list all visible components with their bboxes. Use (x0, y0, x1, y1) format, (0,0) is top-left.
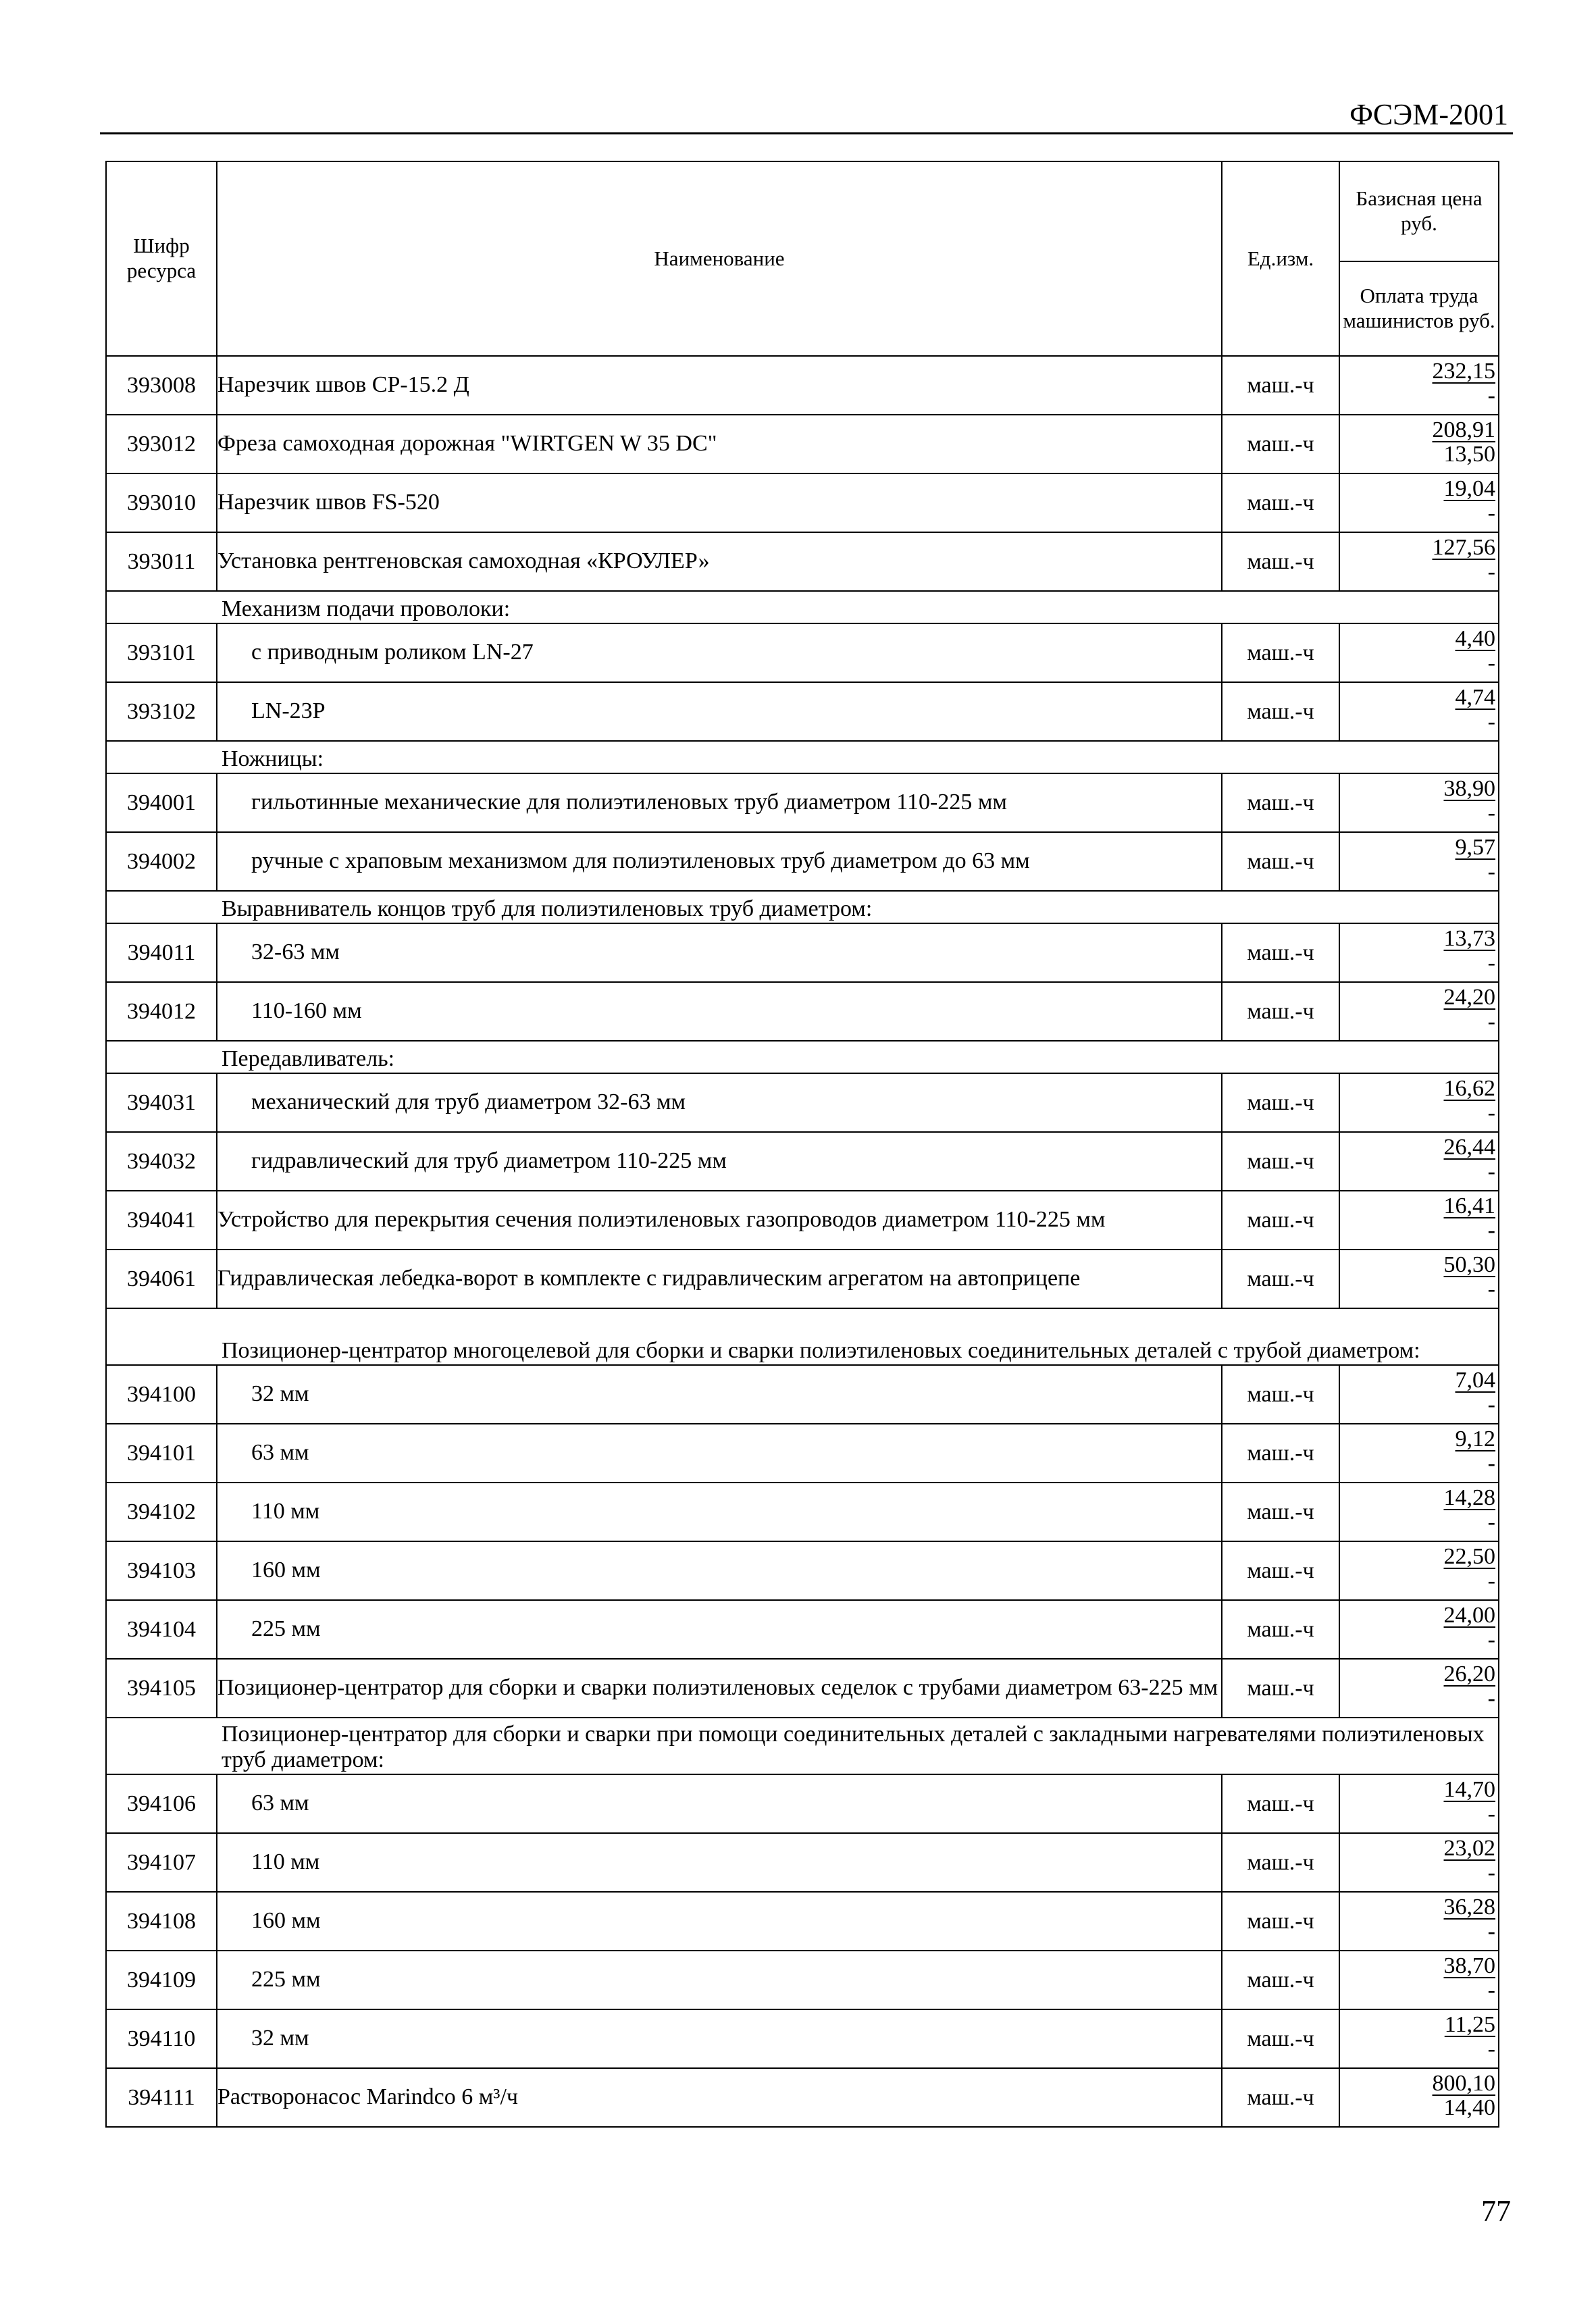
price-cell (1339, 1600, 1499, 1659)
resource-name-cell: 110-160 мм (217, 982, 1222, 1041)
price-cell (1339, 356, 1499, 415)
base-price: 9,57 (1455, 835, 1495, 860)
group-header-row (106, 741, 1499, 773)
base-price: 26,20 (1443, 1662, 1495, 1687)
base-price: 22,50 (1443, 1544, 1495, 1569)
price-cell (1339, 2068, 1499, 2127)
unit-cell: маш.-ч (1222, 1250, 1339, 1308)
resource-code-cell: 394101 (106, 1424, 217, 1483)
operator-wage: - (1487, 1276, 1495, 1302)
table-row (106, 1365, 1499, 1424)
base-price: 11,25 (1444, 2012, 1495, 2037)
operator-wage: 14,40 (1443, 2094, 1495, 2120)
operator-wage: - (1487, 1158, 1495, 1184)
base-price: 127,56 (1432, 535, 1495, 560)
base-price: 16,41 (1443, 1193, 1495, 1218)
price-cell (1339, 682, 1499, 741)
group-header-row (106, 1041, 1499, 1073)
operator-wage: - (1487, 1008, 1495, 1034)
resource-name-cell: с приводным роликом LN-27 (217, 623, 1222, 682)
unit-cell: маш.-ч (1222, 1541, 1339, 1600)
base-price: 24,20 (1443, 985, 1495, 1010)
operator-wage: - (1487, 1859, 1495, 1885)
operator-wage: 13,50 (1443, 441, 1495, 467)
resource-code-cell: 393012 (106, 415, 217, 473)
table-body (106, 356, 1499, 2127)
table-row (106, 1424, 1499, 1483)
column-header-price: Базисная цена руб. (1339, 161, 1499, 261)
unit-cell: маш.-ч (1222, 1424, 1339, 1483)
resource-name-cell: ручные с храповым механизмом для полиэтиленовых труб диаметром до 63 мм (217, 832, 1222, 891)
resource-code-cell: 394110 (106, 2009, 217, 2068)
price-cell (1339, 773, 1499, 832)
unit-cell: маш.-ч (1222, 532, 1339, 591)
price-cell (1339, 1483, 1499, 1541)
resource-name-cell: 63 мм (217, 1424, 1222, 1483)
unit-cell: маш.-ч (1222, 1892, 1339, 1951)
operator-wage: - (1487, 1100, 1495, 1125)
resource-code-cell: 394109 (106, 1951, 217, 2009)
resource-code-cell: 394031 (106, 1073, 217, 1132)
base-price: 9,12 (1455, 1426, 1495, 1451)
operator-wage: - (1487, 800, 1495, 825)
operator-wage: - (1487, 1568, 1495, 1593)
resource-name-cell: гильотинные механические для полиэтиленовых труб диаметром 110-225 мм (217, 773, 1222, 832)
resource-code-cell: 393102 (106, 682, 217, 741)
price-cell (1339, 1365, 1499, 1424)
resource-code-cell: 394002 (106, 832, 217, 891)
operator-wage: - (1487, 559, 1495, 584)
base-price: 4,74 (1455, 685, 1495, 710)
unit-cell: маш.-ч (1222, 1600, 1339, 1659)
resource-name-cell: 110 мм (217, 1483, 1222, 1541)
base-price: 14,70 (1443, 1777, 1495, 1802)
base-price: 800,10 (1432, 2071, 1495, 2096)
base-price: 208,91 (1432, 417, 1495, 442)
group-title: Передавливатель: (106, 1041, 1499, 1073)
resource-name-cell: 110 мм (217, 1833, 1222, 1892)
group-header-row (106, 591, 1499, 623)
table-row (106, 356, 1499, 415)
price-cell (1339, 923, 1499, 982)
operator-wage: - (1487, 1626, 1495, 1652)
operator-wage: - (1487, 1509, 1495, 1535)
price-cell (1339, 1250, 1499, 1308)
resource-code-cell: 394041 (106, 1191, 217, 1250)
resource-code-cell: 393101 (106, 623, 217, 682)
base-price: 14,28 (1443, 1485, 1495, 1510)
resource-name-cell: 225 мм (217, 1951, 1222, 2009)
header-rule (100, 132, 1513, 134)
unit-cell: маш.-ч (1222, 1951, 1339, 2009)
column-header-wage: Оплата труда машинистов руб. (1339, 261, 1499, 356)
base-price: 36,28 (1443, 1895, 1495, 1920)
resource-code-cell: 394061 (106, 1250, 217, 1308)
resource-name-cell: Фреза самоходная дорожная "WIRTGEN W 35 DC" (217, 415, 1222, 473)
resource-name-cell: Позиционер-центратор для сборки и сварки полиэтиленовых седелок с трубами диаметром 63-225 мм (217, 1659, 1222, 1718)
unit-cell: маш.-ч (1222, 773, 1339, 832)
operator-wage: - (1487, 1918, 1495, 1944)
table-row (106, 923, 1499, 982)
operator-wage: - (1487, 2036, 1495, 2061)
operator-wage: - (1487, 1685, 1495, 1711)
unit-cell: маш.-ч (1222, 473, 1339, 532)
price-cell (1339, 623, 1499, 682)
operator-wage: - (1487, 382, 1495, 408)
operator-wage: - (1487, 950, 1495, 975)
resource-name-cell: 160 мм (217, 1892, 1222, 1951)
group-header-row (106, 1308, 1499, 1365)
table-row (106, 1191, 1499, 1250)
base-price: 50,30 (1443, 1252, 1495, 1277)
unit-cell: маш.-ч (1222, 1132, 1339, 1191)
operator-wage: - (1487, 1977, 1495, 2003)
price-cell (1339, 473, 1499, 532)
unit-cell: маш.-ч (1222, 682, 1339, 741)
group-header-row (106, 1718, 1499, 1774)
price-cell (1339, 982, 1499, 1041)
resource-name-cell: 32-63 мм (217, 923, 1222, 982)
price-cell (1339, 832, 1499, 891)
unit-cell: маш.-ч (1222, 1774, 1339, 1833)
table-row (106, 1541, 1499, 1600)
resource-code-cell: 393010 (106, 473, 217, 532)
base-price: 16,62 (1443, 1076, 1495, 1101)
resource-name-cell: 160 мм (217, 1541, 1222, 1600)
operator-wage: - (1487, 1391, 1495, 1417)
group-title: Позиционер-центратор многоцелевой для сборки и сварки полиэтиленовых соединительных деталей с трубой диаметром: (106, 1308, 1499, 1365)
table-row (106, 982, 1499, 1041)
price-cell (1339, 1833, 1499, 1892)
resource-code-cell: 394032 (106, 1132, 217, 1191)
table-row (106, 1250, 1499, 1308)
unit-cell: маш.-ч (1222, 1073, 1339, 1132)
column-header-unit: Ед.изм. (1222, 161, 1339, 356)
operator-wage: - (1487, 858, 1495, 884)
unit-cell: маш.-ч (1222, 1659, 1339, 1718)
price-cell (1339, 1541, 1499, 1600)
resource-name-cell: Установка рентгеновская самоходная «КРОУЛЕР» (217, 532, 1222, 591)
base-price: 38,70 (1443, 1953, 1495, 1978)
table-row (106, 682, 1499, 741)
resource-name-cell: 32 мм (217, 1365, 1222, 1424)
base-price: 24,00 (1443, 1603, 1495, 1628)
resource-code-cell: 394106 (106, 1774, 217, 1833)
resource-name-cell: Нарезчик швов FS-520 (217, 473, 1222, 532)
table-row (106, 1774, 1499, 1833)
table-row (106, 2068, 1499, 2127)
resource-code-cell: 394104 (106, 1600, 217, 1659)
unit-cell: маш.-ч (1222, 2068, 1339, 2127)
base-price: 26,44 (1443, 1135, 1495, 1160)
resource-name-cell: 32 мм (217, 2009, 1222, 2068)
resource-code-cell: 394011 (106, 923, 217, 982)
resource-name-cell: Гидравлическая лебедка-ворот в комплекте с гидравлическим агрегатом на автоприцепе (217, 1250, 1222, 1308)
table-row (106, 623, 1499, 682)
price-cell (1339, 1774, 1499, 1833)
resource-name-cell: Нарезчик швов СР-15.2 Д (217, 356, 1222, 415)
resources-table (105, 161, 1499, 2128)
operator-wage: - (1487, 500, 1495, 525)
unit-cell: маш.-ч (1222, 1833, 1339, 1892)
base-price: 13,73 (1443, 926, 1495, 951)
table-row (106, 1833, 1499, 1892)
resource-code-cell: 394001 (106, 773, 217, 832)
resource-name-cell: гидравлический для труб диаметром 110-225 мм (217, 1132, 1222, 1191)
table-row (106, 1892, 1499, 1951)
table-row (106, 1483, 1499, 1541)
unit-cell: маш.-ч (1222, 1191, 1339, 1250)
unit-cell: маш.-ч (1222, 982, 1339, 1041)
unit-cell: маш.-ч (1222, 832, 1339, 891)
table-row (106, 1132, 1499, 1191)
table-row (106, 2009, 1499, 2068)
resource-code-cell: 394108 (106, 1892, 217, 1951)
resource-code-cell: 394100 (106, 1365, 217, 1424)
document-code: ФСЭМ-2001 (1349, 98, 1508, 131)
table-row (106, 415, 1499, 473)
table-row (106, 1073, 1499, 1132)
table-row (106, 773, 1499, 832)
resource-name-cell: LN-23P (217, 682, 1222, 741)
price-cell (1339, 1073, 1499, 1132)
group-header-row (106, 891, 1499, 923)
table-row (106, 1951, 1499, 2009)
unit-cell: маш.-ч (1222, 356, 1339, 415)
price-cell (1339, 2009, 1499, 2068)
unit-cell: маш.-ч (1222, 1365, 1339, 1424)
resource-name-cell: 225 мм (217, 1600, 1222, 1659)
price-cell (1339, 532, 1499, 591)
base-price: 23,02 (1443, 1836, 1495, 1861)
column-header-name: Наименование (217, 161, 1222, 356)
page-number: 77 (1481, 2194, 1511, 2228)
resource-code-cell: 394107 (106, 1833, 217, 1892)
unit-cell: маш.-ч (1222, 1483, 1339, 1541)
group-title: Выравниватель концов труб для полиэтиленовых труб диаметром: (106, 891, 1499, 923)
unit-cell: маш.-ч (1222, 415, 1339, 473)
column-header-code: Шифр ресурса (106, 161, 217, 356)
resource-code-cell: 393011 (106, 532, 217, 591)
operator-wage: - (1487, 1450, 1495, 1476)
price-cell (1339, 1892, 1499, 1951)
price-cell (1339, 1951, 1499, 2009)
resource-code-cell: 394111 (106, 2068, 217, 2127)
operator-wage: - (1487, 1217, 1495, 1243)
base-price: 232,15 (1432, 359, 1495, 384)
group-title: Механизм подачи проволоки: (106, 591, 1499, 623)
group-title: Ножницы: (106, 741, 1499, 773)
base-price: 7,04 (1455, 1368, 1495, 1393)
table-row (106, 532, 1499, 591)
base-price: 4,40 (1455, 626, 1495, 651)
unit-cell: маш.-ч (1222, 923, 1339, 982)
table-row (106, 1659, 1499, 1718)
operator-wage: - (1487, 1801, 1495, 1826)
base-price: 19,04 (1443, 476, 1495, 501)
resource-name-cell: механический для труб диаметром 32-63 мм (217, 1073, 1222, 1132)
operator-wage: - (1487, 709, 1495, 734)
resource-name-cell: 63 мм (217, 1774, 1222, 1833)
price-cell (1339, 1659, 1499, 1718)
price-cell (1339, 1424, 1499, 1483)
resource-code-cell: 394102 (106, 1483, 217, 1541)
price-cell (1339, 1132, 1499, 1191)
price-cell (1339, 1191, 1499, 1250)
table-row (106, 473, 1499, 532)
resource-code-cell: 394103 (106, 1541, 217, 1600)
base-price: 38,90 (1443, 776, 1495, 801)
group-title: Позиционер-центратор для сборки и сварки при помощи соединительных деталей с закладными нагревателями полиэтиленовых труб диаметром: (106, 1718, 1499, 1774)
operator-wage: - (1487, 650, 1495, 675)
resource-code-cell: 394012 (106, 982, 217, 1041)
resource-code-cell: 394105 (106, 1659, 217, 1718)
unit-cell: маш.-ч (1222, 2009, 1339, 2068)
resource-name-cell: Растворонасос Marindco 6 м³/ч (217, 2068, 1222, 2127)
resource-code-cell: 393008 (106, 356, 217, 415)
table-row (106, 832, 1499, 891)
table-row (106, 1600, 1499, 1659)
unit-cell: маш.-ч (1222, 623, 1339, 682)
price-cell (1339, 415, 1499, 473)
resource-name-cell: Устройство для перекрытия сечения полиэтиленовых газопроводов диаметром 110-225 мм (217, 1191, 1222, 1250)
